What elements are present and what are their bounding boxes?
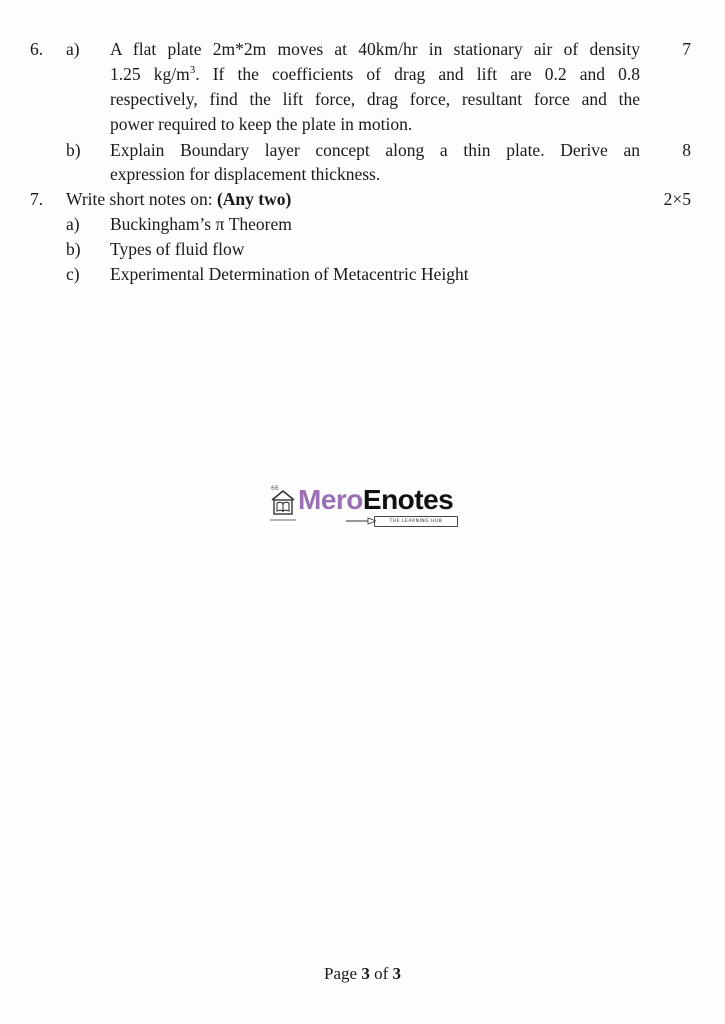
question-text-line: respectively, find the lift force, drag force, resultant force and the <box>110 89 640 109</box>
question-text-line: Explain Boundary layer concept along a thin plate. Derive an <box>110 140 640 160</box>
question-text-line: expression for displacement thickness. <box>110 164 381 184</box>
pencil-icon <box>346 516 376 526</box>
note-topic: Types of fluid flow <box>110 239 245 259</box>
subquestion-label: b) <box>66 239 81 259</box>
page-current: 3 <box>361 964 370 983</box>
question-stem: Write short notes on: (Any two) <box>66 189 292 209</box>
marks: 8 <box>682 140 691 160</box>
question-text-line: power required to keep the plate in motion. <box>110 114 413 134</box>
page-total: 3 <box>392 964 401 983</box>
svg-text:66: 66 <box>271 485 279 492</box>
meroenotes-logo <box>268 482 464 528</box>
page-footer: Page 3 of 3 <box>324 964 401 983</box>
question-text-line: A flat plate 2m*2m moves at 40km/hr in stationary air of density <box>110 39 640 59</box>
question-text-line: 1.25 $kg/m^3$. If the coefficients of drag and lift are 0.2 and 0.8 <box>110 64 641 84</box>
subquestion-label: c) <box>66 264 80 284</box>
logo-tagline: THE LEARNING HUB <box>374 516 458 527</box>
subquestion-label: a) <box>66 214 80 234</box>
marks: 2×5 <box>663 189 691 209</box>
note-topic: Buckingham’s π Theorem <box>110 214 292 234</box>
brand-wordmark: MeroEnotes <box>298 484 454 515</box>
question-number: 7. <box>30 189 44 209</box>
subquestion-label: a) <box>66 39 80 59</box>
subquestion-label: b) <box>66 140 81 160</box>
note-topic: Experimental Determination of Metacentric Height <box>110 264 469 284</box>
marks: 7 <box>682 39 691 59</box>
question-number: 6. <box>30 39 44 59</box>
book-house-icon <box>268 482 298 522</box>
